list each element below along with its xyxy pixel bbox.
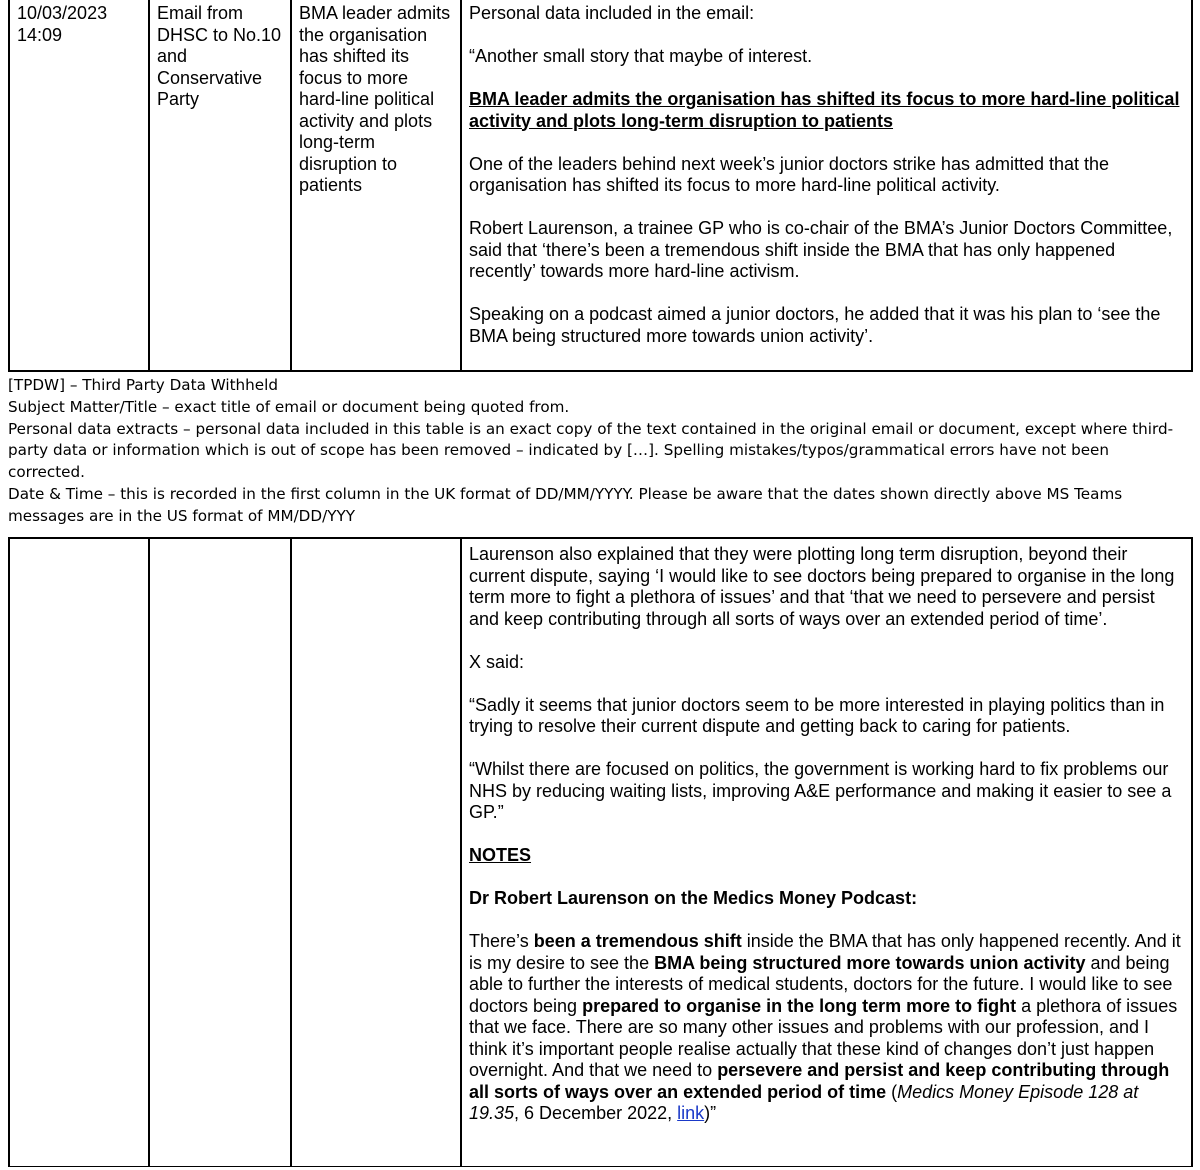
legend-line: [TPDW] – Third Party Data Withheld <box>8 376 279 394</box>
time-text: 14:09 <box>17 24 63 45</box>
personal-data-cell <box>461 0 1192 371</box>
subject-cell <box>291 538 461 1167</box>
transcript-text: )” <box>704 1103 717 1123</box>
x-said-text: X said: <box>469 651 525 672</box>
citation-text: Medics Money Episode 128 at 19.35 <box>469 1081 1139 1123</box>
source-cell <box>149 538 291 1167</box>
transcript-bold: prepared to organise in the long term more to fight <box>582 995 1017 1016</box>
article-paragraph: One of the leaders behind next week’s junior doctors strike has admitted that the organisation has shifted its focus to more hard-line political activity. <box>469 153 1110 195</box>
quote-paragraph: “Whilst there are focused on politics, the government is working hard to fix problems our NHS by reducing waiting lists, improving A&E performance and making it easier to see a GP.” <box>469 759 1172 822</box>
transcript-bold: BMA being structured more towards union activity <box>654 952 1086 973</box>
source-link[interactable]: link <box>677 1103 705 1123</box>
email-record-table <box>8 0 1193 372</box>
notes-heading: NOTES <box>469 845 532 865</box>
personal-data-cell <box>461 538 1192 1167</box>
source-text: Email from DHSC to No.10 and Conservative Party <box>157 3 282 109</box>
article-paragraph: Robert Laurenson, a trainee GP who is co-chair of the BMA’s Junior Doctors Committee, said that ‘there’s been a tremendous shift inside the BMA that has only happened recently’ towards more hard-line activism. <box>469 218 1173 281</box>
legend-line: Personal data extracts – personal data included in this table is an exact copy of the text contained in the original email or document, except where third-party data or information which is out of scope has been removed – indicated by […]. Spelling mistakes/typos/grammatical errors have not been corrected. <box>8 419 1174 482</box>
quote-open-text: “Another small story that maybe of interest. <box>469 46 813 66</box>
podcast-heading: Dr Robert Laurenson on the Medics Money Podcast: <box>469 888 918 908</box>
transcript-text: ( <box>886 1081 898 1102</box>
datetime-cell <box>9 538 149 1167</box>
transcript-bold: been a tremendous shift <box>533 931 742 951</box>
email-record-table-continued <box>8 537 1193 1167</box>
table-row <box>9 538 1192 1167</box>
quote-paragraph: “Sadly it seems that junior doctors seem to be more interested in playing politics than in trying to resolve their current dispute and getting back to caring for patients. <box>469 694 1165 736</box>
source-cell <box>149 0 291 371</box>
article-headline: BMA leader admits the organisation has shifted its focus to more hard-line political activity and plots long-term disruption to patients <box>469 89 1180 131</box>
transcript-text: and being able to further the interests of medical students, doctors for the future. I would like to see doctors being <box>469 952 1173 1016</box>
table-row <box>9 0 1192 371</box>
transcript-text: , 6 December 2022, <box>514 1103 678 1123</box>
transcript-bold: persevere and persist and keep contributing through all sorts of ways over an extended period of time <box>469 1060 1170 1102</box>
transcript-text: a plethora of issues that we face. There are so many other issues and problems with our profession, and I think it’s important people realise actually that these kind of changes don’t just happen overnight. And that we need to <box>469 995 1178 1080</box>
article-paragraph: Speaking on a podcast aimed a junior doctors, he added that it was his plan to ‘see the BMA being structured more towards union activity’. <box>469 304 1161 346</box>
legend-line: Date & Time – this is recorded in the first column in the UK format of DD/MM/YYYY. Please be aware that the dates shown directly above MS Teams messages are in the US format of MM/DD/YYY <box>8 484 1123 525</box>
date-text: 10/03/2023 <box>17 3 108 23</box>
subject-cell <box>291 0 461 371</box>
legend-line: Subject Matter/Title – exact title of email or document being quoted from. <box>8 397 570 416</box>
subject-text: BMA leader admits the organisation has shifted its focus to more hard-line political activity and plots long-term disruption to patients <box>299 3 451 195</box>
datetime-cell <box>9 0 149 371</box>
transcript-text: inside the BMA that has only happened recently. And it is my desire to see the <box>469 931 1181 973</box>
podcast-transcript <box>469 931 1186 1125</box>
transcript-text: There’s <box>469 931 534 951</box>
legend <box>8 375 1188 528</box>
intro-text: Personal data included in the email: <box>469 3 755 23</box>
article-paragraph: Laurenson also explained that they were plotting long term disruption, beyond their current dispute, saying ‘I would like to see doctors being prepared to organise in the long term more to fight a plethora of issues’ and that ‘that we need to persevere and persist and keep contributing through all sorts of ways over an extended period of time’. <box>469 544 1175 629</box>
